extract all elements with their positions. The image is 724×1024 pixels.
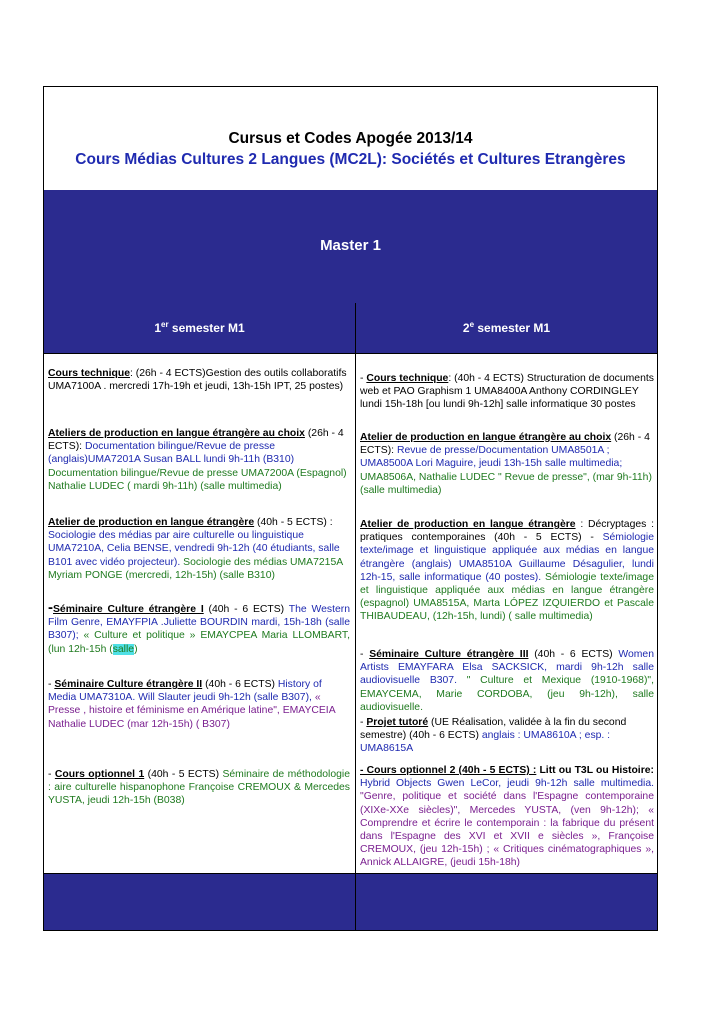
master-band (44, 190, 657, 303)
semester-1-number: 1 (154, 321, 162, 335)
semester-2-header (356, 303, 657, 353)
course-detail: Women Artists EMAYFARA Elsa SACKSICK, mardi 9h-12h salle audiovisuelle B307. (360, 649, 654, 687)
course-entry (48, 427, 350, 493)
course-entry (360, 431, 654, 497)
course-heading: Séminaire Culture étrangère II (54, 679, 203, 690)
course-heading: Atelier de production en langue étrangère (360, 519, 576, 530)
course-entry (360, 518, 654, 624)
course-detail: Revue de presse/Documentation UMA8501A ; UMA8500A Lori Maguire, jeudi 13h-15h salle multimedia; (360, 445, 623, 470)
course-detail: Sémiologie texte/image et linguistique appliquée aux médias en langue étrangère (anglais) UMA8510A Guillaume Désagulier, lundi 12h-15, salle informatique (40 postes). (360, 532, 654, 583)
course-text: : (40h - 4 ECTS) Structuration de documents web et PAO Graphism 1 UMA8400A Anthony CORDINGLEY lundi 15h-18h [ou lundi 9h-12h] salle informatique 30 postes (360, 373, 654, 411)
bullet-dash: - (360, 717, 367, 728)
highlighted-word: salle (112, 643, 135, 655)
semester-1-label: semester M1 (168, 321, 245, 335)
bullet-dash: - (360, 373, 367, 384)
course-detail: The Western Film Genre, EMAYFPIA .Juliette BOURDIN mardi, 15h-18h (salle B307); (48, 604, 350, 642)
course-heading: Séminaire Culture étrangère I (53, 604, 204, 615)
course-detail: Sémiologie texte/image et linguistique appliquée aux médias en langue étrangère (espagnol) UMA8515A, Marta LÓPEZ IZQUIERDO et Pascale THIBAUDEAU, (12h-15h, lundi) ( salle multimedia) (360, 571, 654, 623)
course-detail: ; esp. : UMA8615A (360, 730, 611, 755)
course-ects: (40h - 6 ECTS) (203, 604, 289, 615)
course-heading: Ateliers de production en langue étrangère au choix (48, 428, 305, 439)
course-heading: Cours optionnel 1 (54, 769, 145, 780)
semester-1-header (44, 303, 355, 353)
bullet-dash: - (360, 649, 370, 660)
semester-2-courses (360, 354, 654, 874)
course-ects: (40h - 5 ECTS) (144, 769, 223, 780)
course-ects: (40h - 6 ECTS) (528, 649, 619, 660)
bottom-band (44, 874, 657, 930)
column-divider-bottom (355, 874, 356, 930)
course-detail: "Genre, politique et société dans l'Espagne contemporaine (XIXe-XXe siècles)", Mercedes YUSTA, (ven 9h-12h); « Comprendre et écrire le contemporain : la fabrique du présent dans l'Espagne des XVI et XVII e siècles », Françoise CREMOUX, (jeu 12h-15h) ; « Critiques cinématographiques », Annick ALLAIGRE, (jeudi 15h-18h) (360, 791, 654, 869)
course-detail: Documentation bilingue/Revue de presse UMA7200A (Espagnol) Nathalie LUDEC ( mardi 9h-11h) (salle multimedia) (48, 467, 347, 492)
course-entry (48, 601, 350, 656)
course-detail: History of Media UMA7310A. Will Slauter jeudi 9h-12h (salle B307), (48, 679, 322, 704)
semester-1-courses (48, 354, 350, 874)
course-entry (360, 764, 654, 870)
course-detail: Sociologie des médias UMA7215A Myriam PONGE (mercredi, 12h-15h) (salle B310) (48, 556, 343, 581)
course-ects: (26h - 4 ECTS): (360, 432, 650, 457)
course-entry (360, 716, 654, 756)
bullet-dash: - (48, 769, 55, 780)
semester-2-number: 2 (462, 321, 470, 335)
course-entry (48, 678, 350, 731)
course-heading: Séminaire Culture étrangère III (369, 649, 529, 660)
page-subtitle: Cours Médias Cultures 2 Langues (MC2L): Sociétés et Cultures Etrangères (75, 151, 626, 168)
course-detail: anglais : UMA8610A (481, 730, 576, 742)
course-heading: Atelier de production en langue étrangère (48, 517, 255, 528)
bullet-dash: - (48, 679, 55, 690)
course-entry (48, 516, 350, 582)
course-detail: « Culture et politique » EMAYCPEA Maria LLOMBART, (lun 12h-15h ( (48, 630, 350, 655)
semester-1-sup: er (161, 320, 169, 329)
course-entry (360, 648, 654, 714)
course-detail: ) (134, 643, 138, 655)
course-heading: Cours technique (48, 368, 130, 379)
course-detail: Sociologie des médias par aire culturelle ou linguistique UMA7210A, Celia BENSE, vendredi 9h-12h (40 étudiants, salle B101 avec vidéo projecteur). (48, 530, 340, 568)
column-divider-header (355, 303, 356, 353)
course-heading: Cours technique (366, 373, 449, 384)
semester-2-sup: e (469, 320, 475, 329)
course-detail: Documentation bilingue/Revue de presse (anglais)UMA7201A Susan BALL lundi 9h-11h (B310) (48, 441, 295, 466)
course-entry (48, 768, 350, 808)
course-detail: Hybrid Objects Gwen LeCor, jeudi 9h-12h salle multimedia. (360, 778, 654, 790)
semester-2-label: semester M1 (474, 321, 551, 335)
master-label: Master 1 (320, 237, 381, 254)
course-ects: Litt ou T3L ou Histoire: (536, 765, 654, 776)
course-ects: (26h - 4 ECTS): (48, 428, 344, 453)
course-detail: « Presse , histoire et féminisme en Amérique latine", EMAYCEIA Nathalie LUDEC (mar 12h-15h) ( B307) (48, 692, 336, 730)
course-text: : (26h - 4 ECTS)Gestion des outils collaboratifs UMA7100A . mercredi 17h-19h et jeudi, 13h-15h IPT, 25 postes) (48, 368, 347, 393)
document-table (43, 86, 658, 931)
course-entry (360, 372, 654, 412)
title-block (44, 87, 657, 190)
course-heading: Projet tutoré (366, 717, 429, 728)
column-divider (355, 353, 356, 930)
course-ects: (UE Réalisation, validée à la fin du second semestre) (40h - 6 ECTS) (360, 717, 627, 742)
page-title: Cursus et Codes Apogée 2013/14 (228, 130, 473, 147)
course-detail: UMA8506A, Nathalie LUDEC " Revue de presse", (mar 9h-11h) (salle multimedia) (360, 471, 652, 496)
course-ects: (40h - 6 ECTS) (202, 679, 278, 690)
course-ects: (40h - 5 ECTS) : (254, 517, 333, 528)
course-entry (48, 367, 350, 393)
course-heading: - Cours optionnel 2 (40h - 5 ECTS) : (360, 765, 537, 776)
course-ects: : Décryptages : pratiques contemporaines (40h - 5 ECTS) - (360, 519, 654, 544)
course-detail: " Culture et Mexique (1910-1968)", EMAYCEMA, Marie CORDOBA, (jeu 9h-12h), salle audiovisuelle. (360, 675, 654, 713)
course-detail: Séminaire de méthodologie : aire culturelle hispanophone Françoise CREMOUX & Mercedes YUSTA, jeudi 12h-15h (B038) (48, 769, 350, 807)
course-heading: Atelier de production en langue étrangère au choix (360, 432, 612, 443)
semester-header-row (44, 303, 657, 353)
bullet-dash: - (48, 599, 53, 616)
